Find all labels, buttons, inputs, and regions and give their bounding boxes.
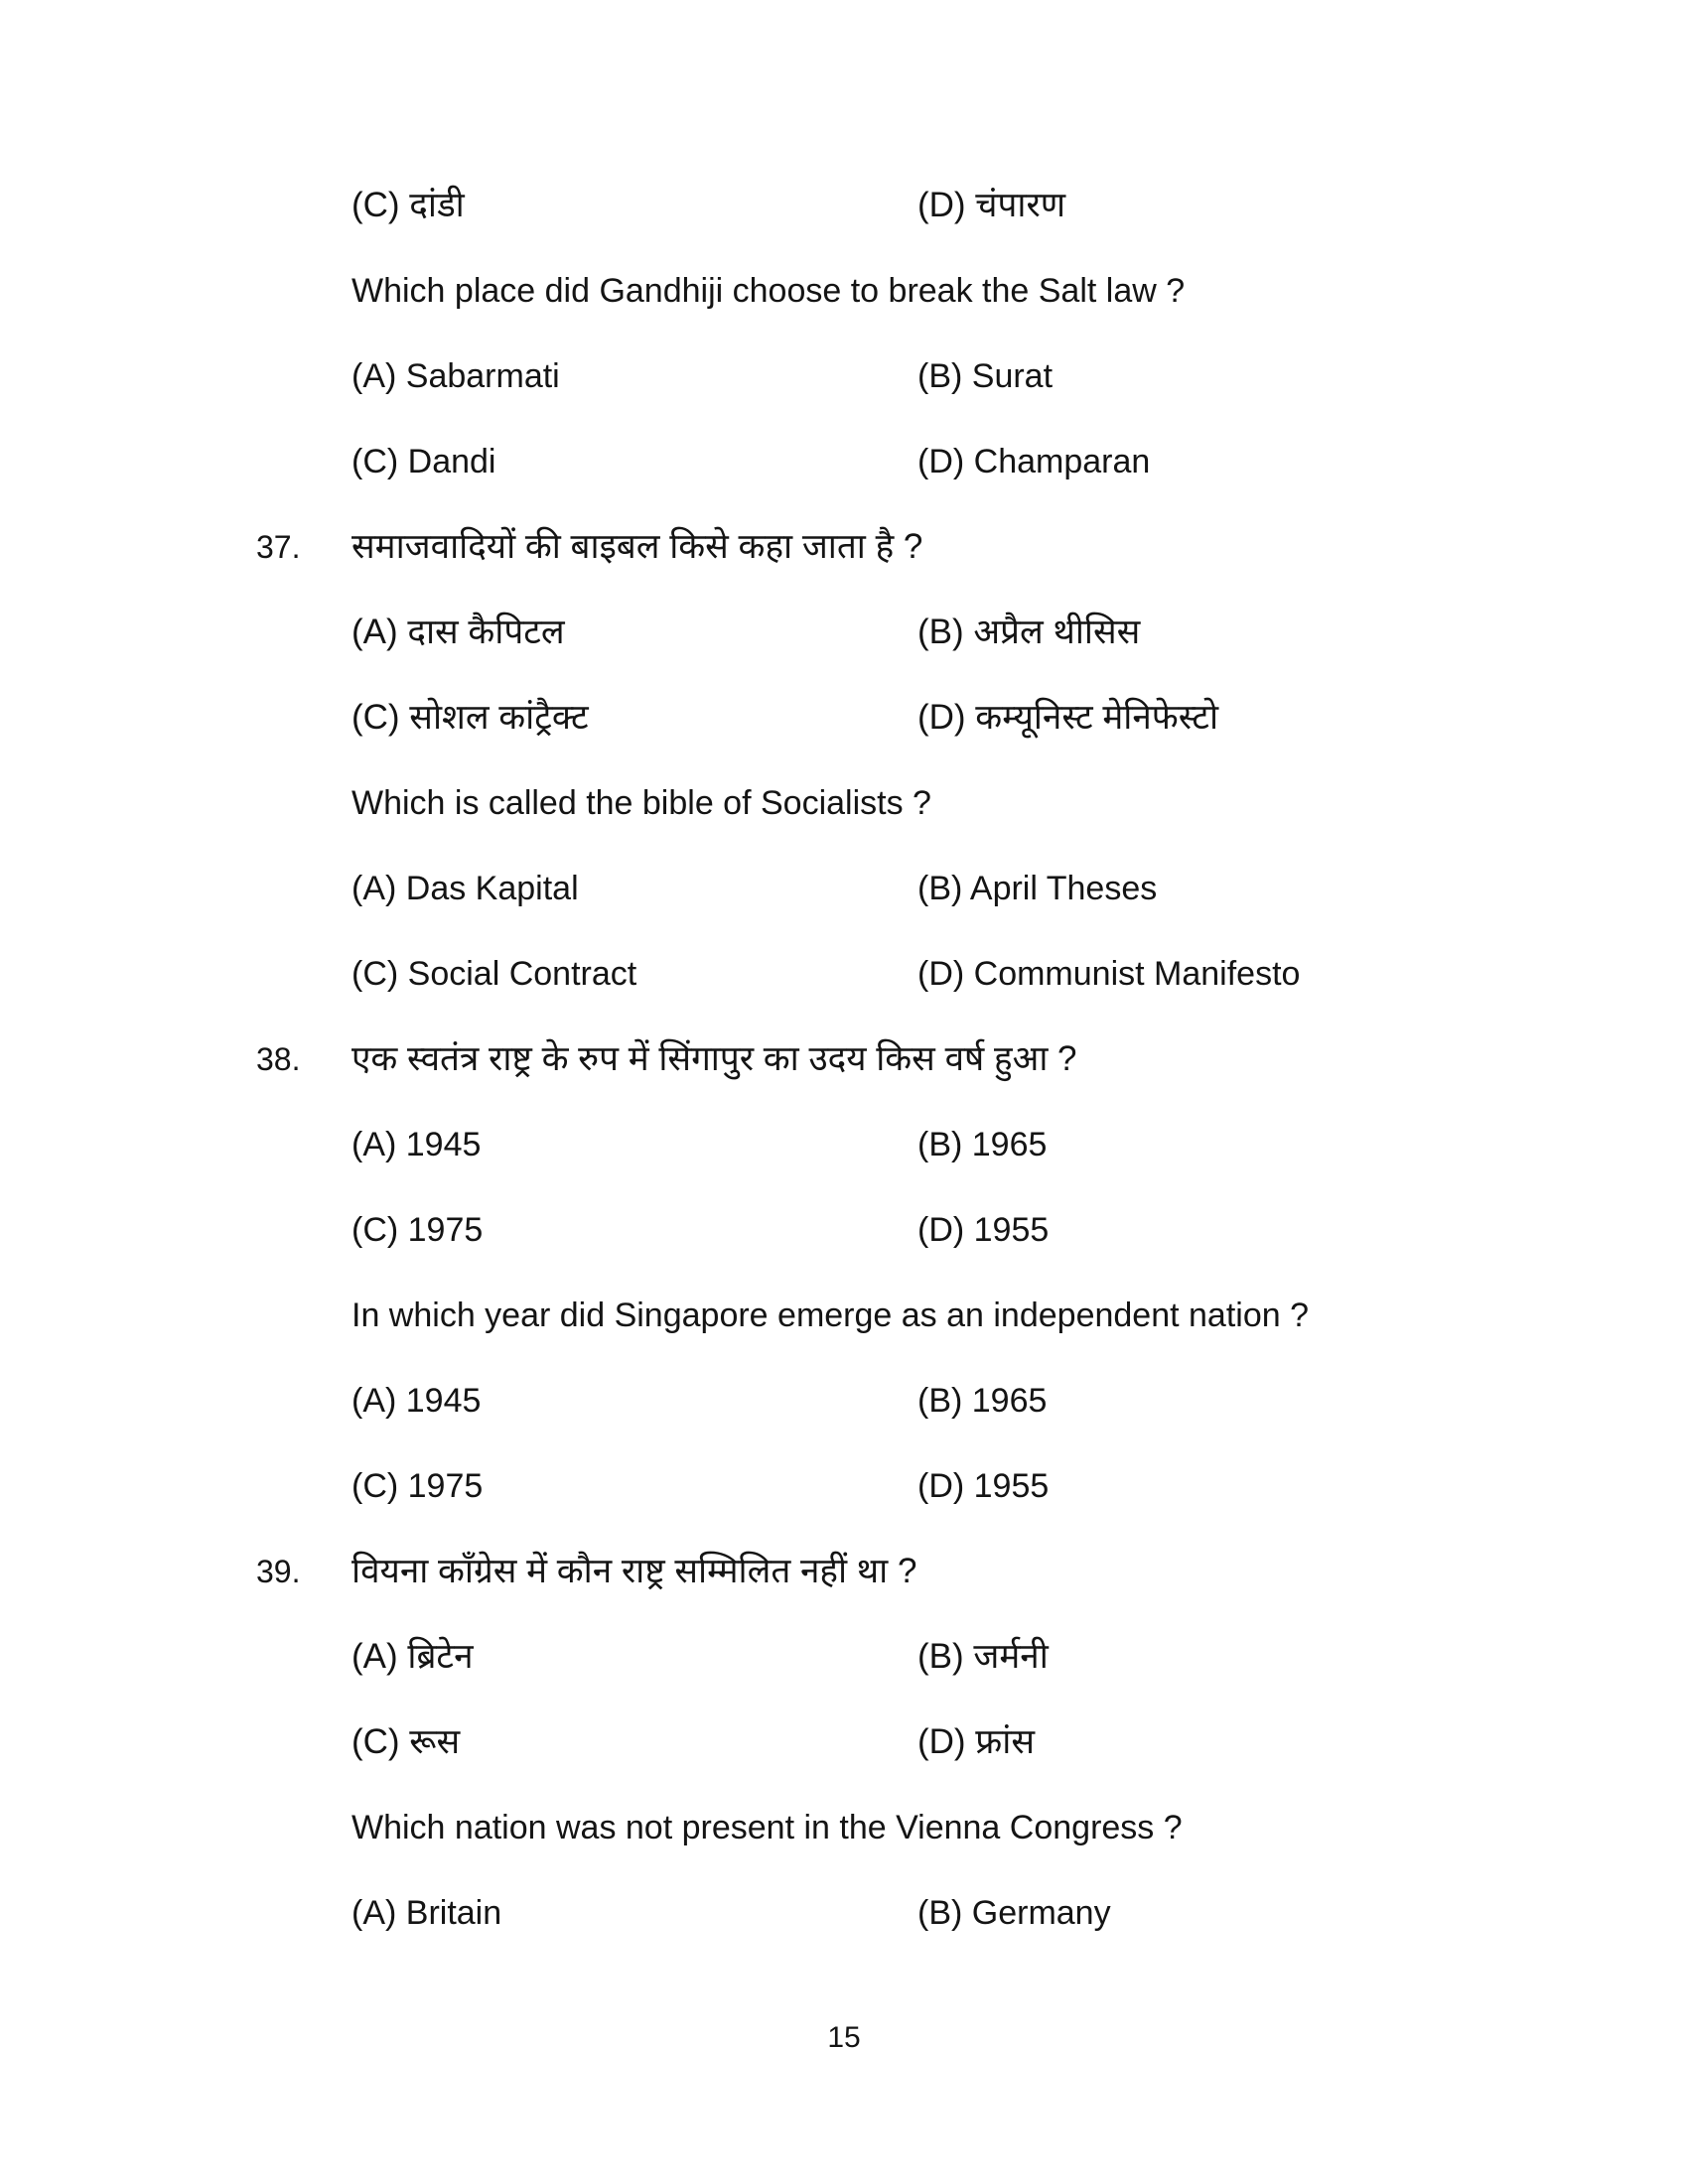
q37-hindi-option-c: (C) सोशल कांट्रैक्ट (352, 698, 589, 737)
q39-hindi-option-b: (B) जर्मनी (917, 1637, 1049, 1676)
q37-hindi-options-cd-row (0, 694, 1688, 742)
q38-hindi-options-ab-row (0, 1121, 1688, 1168)
q38-number: 38. (256, 1041, 301, 1077)
q37-english-question: Which is called the bible of Socialists ? (352, 784, 931, 822)
q38-english-option-c: (C) 1975 (352, 1467, 484, 1505)
q37-english-question-row (0, 779, 1688, 827)
q36-english-option-a: (A) Sabarmati (352, 357, 560, 395)
q39-hindi-options-ab-row (0, 1633, 1688, 1681)
q37-hindi-option-b: (B) अप्रैल थीसिस (917, 613, 1141, 651)
q39-english-options-ab-row (0, 1889, 1688, 1937)
q36-hindi-option-d: (D) चंपारण (917, 186, 1066, 224)
q38-english-question-row (0, 1292, 1688, 1339)
q37-english-options-ab-row (0, 865, 1688, 912)
q38-hindi-question-row (0, 1035, 1688, 1083)
q37-hindi-options-ab-row (0, 609, 1688, 656)
q37-english-option-b: (B) April Theses (917, 870, 1158, 907)
q38-hindi-question: एक स्वतंत्र राष्ट्र के रुप में सिंगापुर का उदय किस वर्ष हुआ ? (352, 1039, 1077, 1078)
q37-hindi-option-a: (A) दास कैपिटल (352, 613, 565, 651)
q36-hindi-options-cd-row (0, 182, 1688, 229)
q36-english-question: Which place did Gandhiji choose to break the Salt law ? (352, 272, 1186, 310)
q39-hindi-question: वियना काँग्रेस में कौन राष्ट्र सम्मिलित नहीं था ? (352, 1552, 917, 1590)
q38-hindi-option-d: (D) 1955 (917, 1211, 1050, 1249)
q37-english-option-c: (C) Social Contract (352, 955, 637, 993)
q37-number: 37. (256, 529, 301, 565)
q38-english-option-a: (A) 1945 (352, 1382, 482, 1420)
q38-english-option-d: (D) 1955 (917, 1467, 1050, 1505)
q39-hindi-options-cd-row (0, 1718, 1688, 1766)
q39-hindi-option-a: (A) ब्रिटेन (352, 1637, 474, 1676)
q36-hindi-option-c: (C) दांडी (352, 186, 465, 224)
q39-english-question: Which nation was not present in the Vienna Congress ? (352, 1809, 1183, 1846)
q36-english-option-b: (B) Surat (917, 357, 1054, 395)
q39-hindi-question-row (0, 1548, 1688, 1595)
q37-english-options-cd-row (0, 950, 1688, 998)
q38-english-options-cd-row (0, 1462, 1688, 1510)
q38-hindi-option-c: (C) 1975 (352, 1211, 484, 1249)
q38-hindi-option-b: (B) 1965 (917, 1126, 1048, 1163)
q38-english-question: In which year did Singapore emerge as an independent nation ? (352, 1297, 1310, 1334)
q39-hindi-option-d: (D) फ्रांस (917, 1722, 1036, 1761)
q36-english-question-row (0, 267, 1688, 315)
q37-english-option-a: (A) Das Kapital (352, 870, 579, 907)
q39-hindi-option-c: (C) रूस (352, 1722, 461, 1761)
q39-english-option-b: (B) Germany (917, 1894, 1111, 1932)
q37-english-option-d: (D) Communist Manifesto (917, 955, 1301, 993)
q39-english-option-a: (A) Britain (352, 1894, 502, 1932)
q37-hindi-question-row (0, 523, 1688, 571)
q38-english-option-b: (B) 1965 (917, 1382, 1048, 1420)
q38-hindi-option-a: (A) 1945 (352, 1126, 482, 1163)
q36-english-option-d: (D) Champaran (917, 443, 1151, 480)
q38-english-options-ab-row (0, 1377, 1688, 1425)
q36-english-options-cd-row (0, 438, 1688, 485)
q37-hindi-question: समाजवादियों की बाइबल किसे कहा जाता है ? (352, 527, 923, 566)
q37-hindi-option-d: (D) कम्यूनिस्ट मेनिफेस्टो (917, 698, 1219, 737)
q39-english-question-row (0, 1804, 1688, 1851)
page-number: 15 (827, 2021, 861, 2054)
q36-english-options-ab-row (0, 352, 1688, 400)
q38-hindi-options-cd-row (0, 1206, 1688, 1254)
q39-number: 39. (256, 1554, 301, 1589)
q36-english-option-c: (C) Dandi (352, 443, 496, 480)
